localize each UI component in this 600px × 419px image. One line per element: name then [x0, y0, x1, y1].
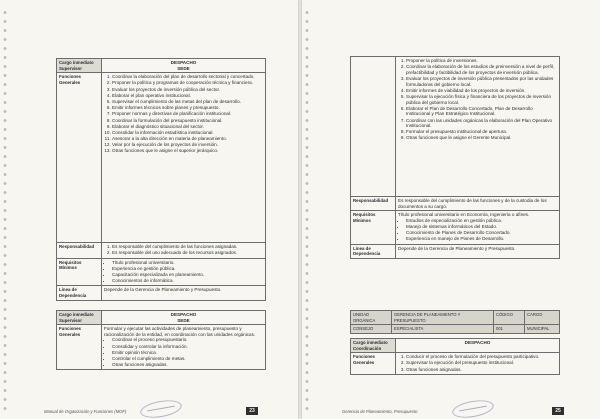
header-sublabel: Supervisor — [59, 317, 82, 323]
list-item: 3. Evaluar los proyectos de inversión pública del sector. — [112, 87, 263, 93]
funciones-list — [398, 58, 557, 141]
list-item: 2. Proponer la política y programas de cooperación técnica y financiera. — [112, 80, 263, 86]
list-item: 2. Es responsable del uso adecuado de los recursos asignados. — [112, 250, 263, 256]
list-item: • Estudios de especialización en gestión pública. — [406, 218, 557, 224]
list-item: • Conocimiento de Planes de Desarrollo Concertado. — [406, 230, 557, 236]
header-label: Cargo inmediato — [59, 60, 94, 65]
band-row2-col4: MUNICIPAL — [525, 325, 560, 334]
list-item: 3. Otras funciones asignadas. — [406, 367, 557, 373]
funciones-cell — [102, 325, 266, 370]
funciones-label: Funciones Generales — [57, 325, 102, 370]
page-number: 25 — [552, 407, 564, 415]
requisitos-cell — [102, 258, 266, 286]
function-table-bottom — [56, 310, 266, 370]
requisitos-label: Requisitos Mínimos — [351, 211, 396, 244]
signature-stamp — [139, 397, 183, 419]
function-table-top — [56, 58, 266, 301]
list-item: • Controlar el cumplimiento de metas. — [112, 356, 263, 362]
footer-text: Gerencia de Planeamiento, Presupuesto — [342, 409, 418, 414]
linea-value: Depende de la Gerencia de Planeamiento y Presupuesto. — [102, 286, 266, 300]
list-item: 7. Proponer normas y directivas de planificación institucional. — [112, 111, 263, 117]
list-item: 1. Coordinar la elaboración del plan de desarrollo sectorial y concertado. — [112, 74, 263, 80]
funciones-cell — [102, 73, 266, 243]
header-label: Cargo inmediato — [59, 312, 94, 317]
right-page — [302, 0, 600, 419]
funciones-list — [398, 354, 557, 372]
band-row2-col2: ESPECIALISTA — [392, 325, 494, 334]
list-item: • Emitir opinión técnica. — [112, 350, 263, 356]
requisitos-text: Título profesional universitario en Economía, Ingeniería o afines. — [398, 212, 530, 218]
list-item: 8. Coordinar la formulación del presupuesto institucional. — [112, 118, 263, 124]
requisitos-label: Requisitos Mínimos — [57, 258, 102, 286]
list-item: 12. Velar por la ejecución de los proyectos de inversión. — [112, 142, 263, 148]
list-item: 1. Es responsable del cumplimiento de las funciones asignadas. — [112, 244, 263, 250]
left-page — [0, 0, 298, 419]
list-item: • Conocimientos de informática. — [112, 278, 263, 284]
linea-label: Línea de Dependencia — [351, 244, 396, 258]
requisitos-cell — [396, 211, 560, 244]
funciones-bullets — [104, 337, 263, 367]
responsabilidad-list — [104, 244, 263, 256]
blank-label-cell — [351, 57, 396, 197]
list-item: • Otras funciones asignadas. — [112, 362, 263, 368]
list-item: 13. Otras funciones que le asigne el superior jerárquico. — [112, 148, 263, 154]
list-item: • Experiencia en gestión pública. — [112, 266, 263, 272]
header-subvalue: SEDE — [177, 65, 190, 71]
requisitos-bullets — [398, 218, 557, 242]
signature-stamp — [451, 397, 495, 419]
list-item: 5. Supervisar el cumplimiento de las metas del plan de desarrollo. — [112, 99, 263, 105]
header-sublabel: Supervisor — [59, 65, 82, 71]
unit-band — [350, 310, 560, 334]
header-label-cell — [57, 311, 102, 325]
footer-text: Manual de Organización y Funciones (MOF) — [44, 409, 127, 414]
list-item: 9. Elaborar el diagnóstico situacional del sector. — [112, 124, 263, 130]
list-item: 4. Emitir informes de viabilidad de los proyectos de inversión. — [406, 88, 557, 94]
header-value: DESPACHO — [170, 60, 197, 65]
header-value-cell — [102, 311, 266, 325]
funciones-label: Funciones Generales — [57, 73, 102, 243]
band-col3: CÓDIGO — [494, 311, 525, 325]
band-row2-col3: 001 — [494, 325, 525, 334]
funciones-cell — [396, 57, 560, 197]
responsabilidad-label: Responsabilidad — [57, 243, 102, 258]
header-label-cell — [351, 339, 396, 353]
header-label: Cargo inmediato — [353, 340, 388, 345]
list-item: 10. Consolidar la información estadística institucional. — [112, 130, 263, 136]
list-item: 2. Supervisar la ejecución del presupuesto institucional. — [406, 360, 557, 366]
list-item: 5. Supervisar la ejecución física y financiera de los proyectos de inversión pública del gobierno local. — [406, 94, 557, 105]
band-row2-col1: CONSEJO — [351, 325, 392, 334]
function-table-top — [350, 56, 560, 259]
funciones-text: Formular y ejecutar las actividades de planeamiento, presupuesto y racionalización de la entidad, en coordinación con las unidades orgánicas. — [104, 326, 256, 337]
list-item: 8. Formular el presupuesto institucional de apertura. — [406, 129, 557, 135]
list-item: 1. Conducir el proceso de formulación del presupuesto participativo. — [406, 354, 557, 360]
binding-holes — [2, 8, 8, 411]
list-item: 6. Emitir informes técnicos sobre planes y presupuesto. — [112, 105, 263, 111]
band-col2: GERENCIA DE PLANEAMIENTO Y PRESUPUESTO — [392, 311, 494, 325]
list-item: 9. Otras funciones que le asigne el Gerente Municipal. — [406, 135, 557, 141]
header-value: DESPACHO — [170, 312, 197, 317]
header-label-cell — [57, 59, 102, 73]
binding-holes — [304, 8, 310, 411]
band-col1: UNIDAD ORGÁNICA — [351, 311, 392, 325]
list-item: 6. Elaborar el Plan de Desarrollo Concertado, Plan de Desarrollo Institucional y Plan Estratégico Institucional. — [406, 106, 557, 117]
list-item: 3. Evaluar los proyectos de inversión pública presentados por las unidades formuladoras del gobierno local. — [406, 76, 557, 87]
list-item: • Título profesional universitario. — [112, 260, 263, 266]
list-item: • Manejo de sistemas informáticos del Estado. — [406, 224, 557, 230]
list-item: 2. Coordinar la elaboración de los estudios de preinversión a nivel de perfil, prefactibilidad y factibilidad de los proyectos de inversión pública. — [406, 64, 557, 75]
list-item: • Experiencia en manejo de Planes de Desarrollo. — [406, 236, 557, 242]
responsabilidad-cell — [102, 243, 266, 258]
list-item: 4. Elaborar el plan operativo institucional. — [112, 93, 263, 99]
list-item: • Coordinar el proceso presupuestario. — [112, 337, 263, 343]
header-sublabel: Coordinación — [353, 345, 382, 351]
funciones-list — [104, 74, 263, 154]
responsabilidad-label: Responsabilidad — [351, 197, 396, 211]
linea-label: Línea de Dependencia — [57, 286, 102, 300]
funciones-cell — [396, 353, 560, 375]
responsabilidad-text: Es responsable del cumplimiento de las funciones y de la custodia de los documentos a su cargo. — [396, 197, 560, 211]
header-value: DESPACHO — [396, 339, 560, 353]
list-item: • Capacitación especializada en planeamiento. — [112, 272, 263, 278]
header-value-cell — [102, 59, 266, 73]
list-item: 1. Proponer la política de inversiones. — [406, 58, 557, 64]
list-item: • Consolidar y controlar la información. — [112, 344, 263, 350]
linea-value: Depende de la Gerencia de Planeamiento y Presupuesto. — [396, 244, 560, 258]
list-item: 11. Asesorar a la alta dirección en materia de planeamiento. — [112, 136, 263, 142]
list-item: 7. Coordinar con las unidades orgánicas la elaboración del Plan Operativo Institucional. — [406, 118, 557, 129]
requisitos-list — [104, 260, 263, 284]
function-table-bottom — [350, 338, 560, 375]
header-subvalue: SEDE — [177, 317, 190, 323]
band-col4: CARGO — [525, 311, 560, 325]
page-number: 23 — [246, 407, 258, 415]
funciones-label: Funciones Generales — [351, 353, 396, 375]
